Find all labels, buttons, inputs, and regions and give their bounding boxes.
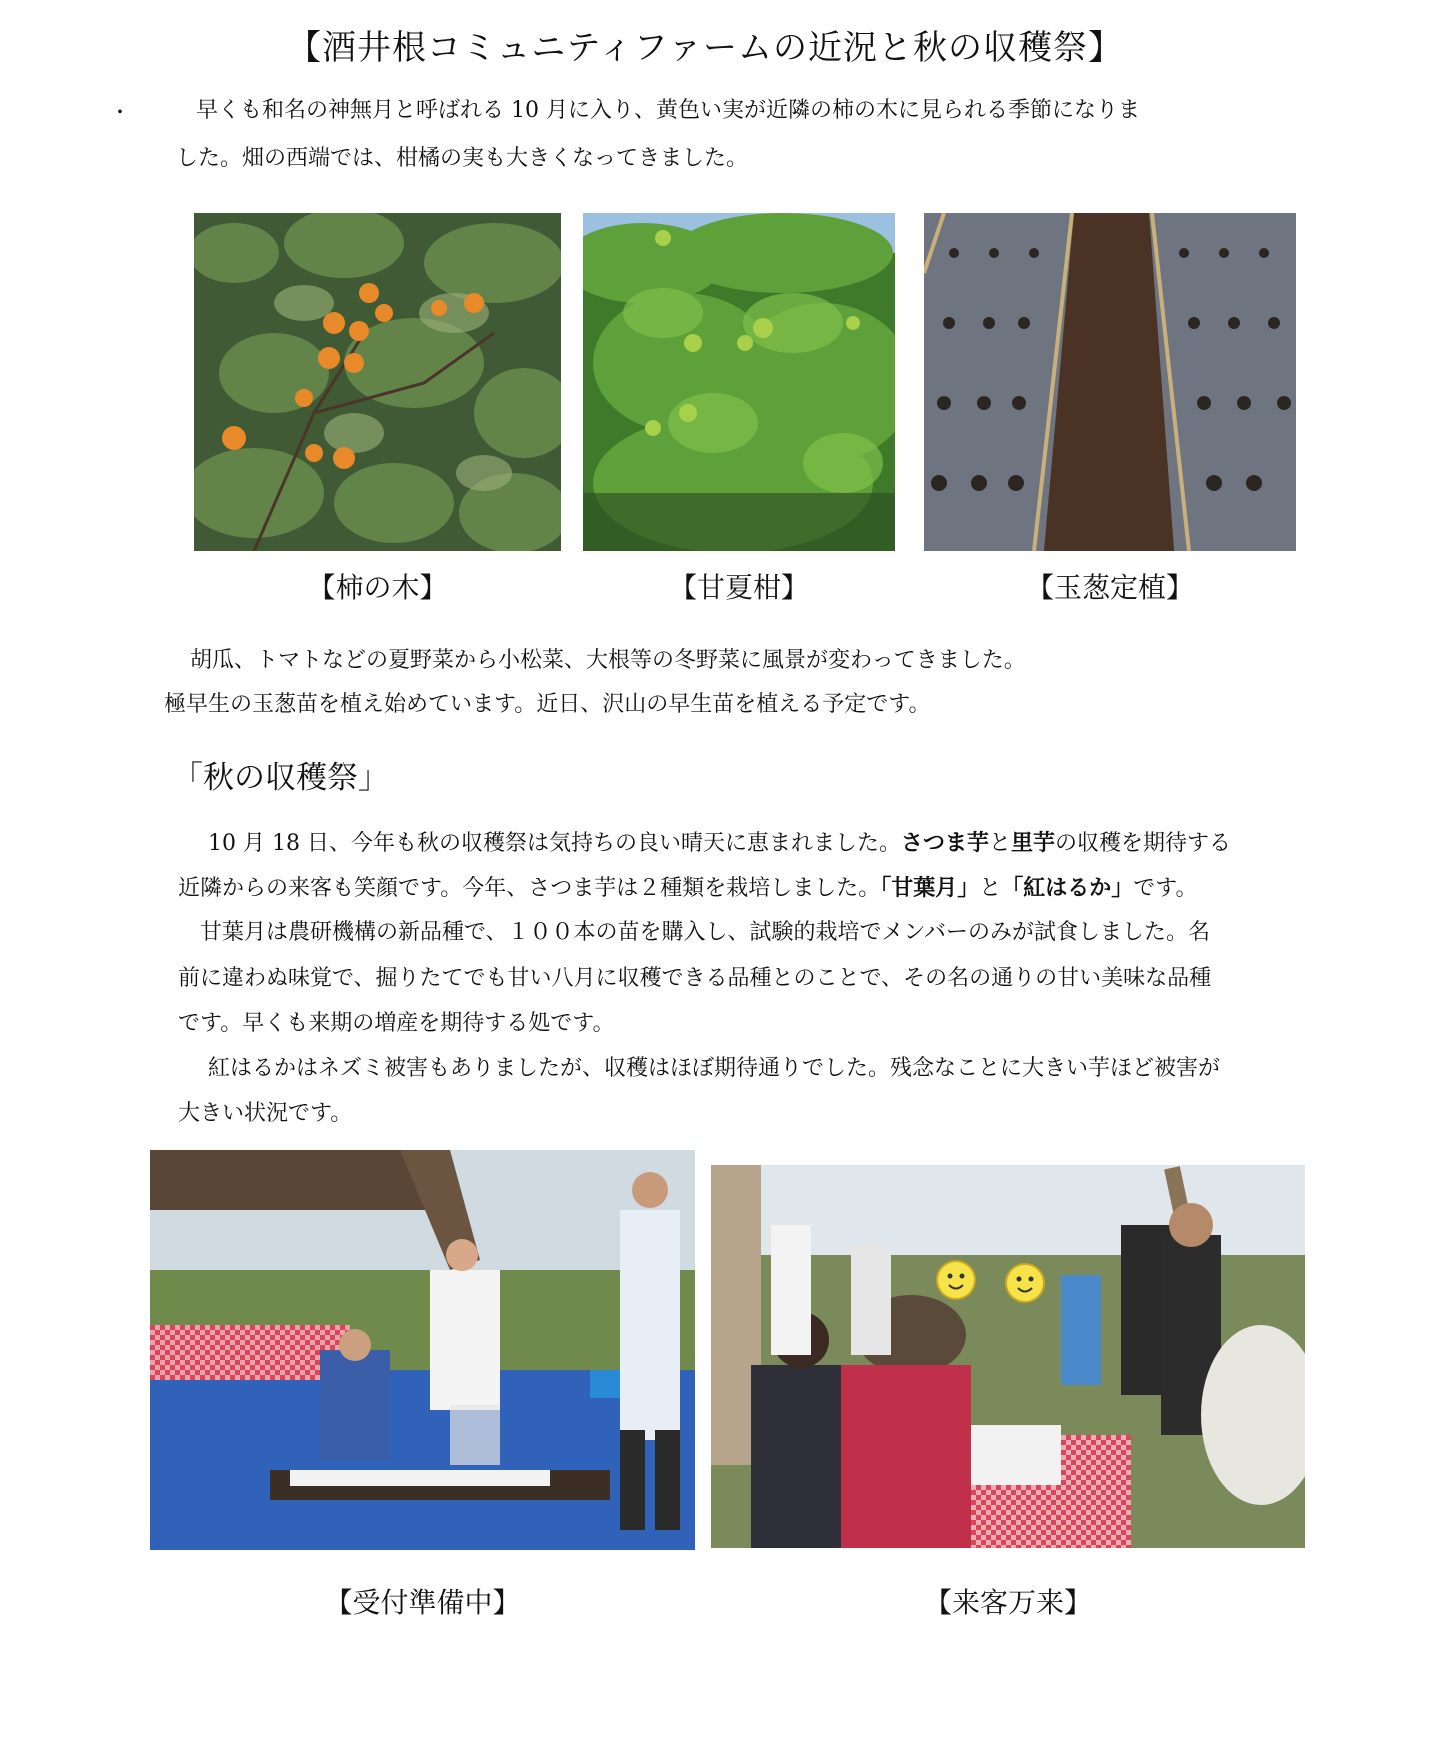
intro-line-2: した。畑の西端では、柑橘の実も大きくなってきました。 bbox=[176, 146, 749, 171]
summer-orange-photo bbox=[583, 213, 895, 551]
festival-line-6: 紅はるかはネズミ被害もありましたが、収穫はほぼ期待通りでした。残念なことに大きい芋ほど被害が bbox=[208, 1056, 1221, 1081]
reception-photo bbox=[150, 1150, 695, 1550]
festival-line-7: 大きい状況です。 bbox=[178, 1101, 353, 1126]
intro-line-1: 早くも和名の神無月と呼ばれる 10 月に入り、黄色い実が近隣の柿の木に見られる季節になりま bbox=[196, 98, 1140, 123]
bullet-marker: ・ bbox=[110, 100, 130, 124]
persimmon-tree-photo bbox=[194, 213, 561, 551]
page-title: 【酒井根コミュニティファームの近況と秋の収穫祭】 bbox=[287, 28, 1123, 68]
festival-line-5: です。早くも来期の増産を期待する処です。 bbox=[178, 1011, 615, 1036]
caption-summer-orange: 【甘夏柑】 bbox=[668, 571, 809, 604]
caption-reception: 【受付準備中】 bbox=[324, 1586, 521, 1619]
visitors-photo bbox=[711, 1165, 1305, 1548]
caption-onion: 【玉葱定植】 bbox=[1025, 571, 1194, 604]
festival-line-4: 前に違わぬ味覚で、掘りたてでも甘い八月に収穫できる品種とのことで、その名の通りの甘い美味な品種 bbox=[178, 966, 1212, 991]
festival-line-3: 甘葉月は農研機構の新品種で、１００本の苗を購入し、試験的栽培でメンバーのみが試食しました。名 bbox=[200, 920, 1211, 945]
onion-planting-photo bbox=[924, 213, 1296, 551]
festival-heading: 「秋の収穫祭」 bbox=[172, 760, 389, 796]
veg-line-1: 胡瓜、トマトなどの夏野菜から小松菜、大根等の冬野菜に風景が変わってきました。 bbox=[190, 648, 1026, 673]
veg-line-2: 極早生の玉葱苗を植え始めています。近日、沢山の早生苗を植える予定です。 bbox=[164, 692, 931, 717]
festival-line-1: 10 月 18 日、今年も秋の収穫祭は気持ちの良い晴天に恵まれました。さつま芋と里芋の収穫を期待する bbox=[208, 830, 1232, 856]
caption-visitors: 【来客万来】 bbox=[923, 1586, 1092, 1619]
caption-persimmon: 【柿の木】 bbox=[307, 571, 448, 604]
festival-line-2: 近隣からの来客も笑顔です。今年、さつま芋は２種類を栽培しました。「甘葉月」と「紅はるか」です。 bbox=[178, 875, 1198, 901]
